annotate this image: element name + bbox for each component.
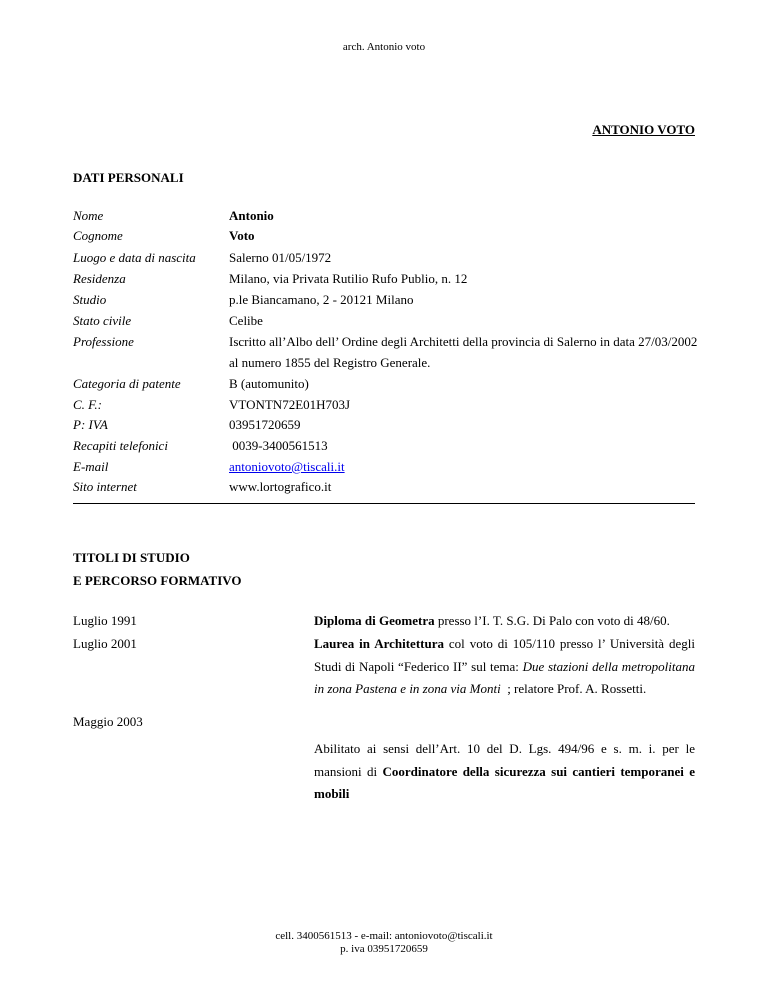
value-patente: B (automunito) [229, 376, 309, 391]
study-entry-2003 [314, 738, 695, 806]
label-cognome: Cognome [73, 228, 123, 243]
study-title-1991: Diploma di Geometra [314, 613, 435, 628]
label-cf: C. F.: [73, 397, 103, 412]
value-professione-cont: al numero 1855 del Registro Generale. [229, 355, 431, 370]
horizontal-divider [73, 503, 695, 504]
cv-title: ANTONIO VOTO [592, 122, 695, 137]
label-telefono: Recapiti telefonici [73, 438, 168, 453]
value-sito: www.lortografico.it [229, 479, 332, 494]
page-header: arch. Antonio voto [342, 41, 426, 53]
footer-piva: p. iva 03951720659 [340, 943, 428, 955]
study-title-2003: Coordinatore della sicurezza sui cantieri temporanei e mobili [314, 763, 695, 801]
label-sito: Sito internet [73, 479, 137, 494]
study-date-2001: Luglio 2001 [73, 636, 137, 651]
label-studio: Studio [73, 292, 107, 307]
section-heading-personal: DATI PERSONALI [73, 170, 184, 185]
value-telefono: 0039-3400561513 [229, 438, 328, 453]
label-email: E-mail [73, 459, 109, 474]
value-nome: Antonio [229, 208, 274, 223]
value-residenza: Milano, via Privata Rutilio Rufo Publio, n. 12 [229, 271, 468, 286]
value-piva: 03951720659 [229, 417, 301, 432]
value-studio: p.le Biancamano, 2 - 20121 Milano [229, 292, 414, 307]
label-residenza: Residenza [73, 271, 126, 286]
study-text-end-2001: ; relatore Prof. A. Rossetti. [500, 681, 647, 696]
study-date-2003: Maggio 2003 [73, 714, 143, 729]
study-entry-1991 [314, 610, 695, 633]
label-piva: P: IVA [73, 417, 108, 432]
value-stato-civile: Celibe [229, 313, 263, 328]
value-cognome: Voto [229, 228, 255, 243]
value-nascita: Salerno 01/05/1972 [229, 250, 332, 265]
study-title-2001: Laurea in Architettura [314, 636, 444, 651]
study-thesis-2001: Due stazioni della metropolitana in zona Pastena e in zona via Monti [314, 658, 695, 696]
label-nome: Nome [73, 208, 104, 223]
footer-contact: cell. 3400561513 - e-mail: antoniovoto@tiscali.it [275, 930, 493, 942]
label-patente: Categoria di patente [73, 376, 181, 391]
study-date-1991: Luglio 1991 [73, 613, 137, 628]
study-text-2001: col voto di 105/110 presso l’ Università degli Studi di Napoli “Federico II” sul tema: [314, 636, 695, 674]
section-heading-studies-1: TITOLI DI STUDIO [73, 550, 190, 565]
label-stato-civile: Stato civile [73, 313, 132, 328]
email-link[interactable]: antoniovoto@tiscali.it [229, 459, 345, 474]
study-text-1991: presso l’I. T. S.G. Di Palo con voto di 48/60. [434, 613, 670, 628]
value-professione: Iscritto all’Albo dell’ Ordine degli Architetti della provincia di Salerno in data 27/03/2002 [229, 334, 698, 349]
label-nascita: Luogo e data di nascita [73, 250, 196, 265]
study-text-2003: Abilitato ai sensi dell’Art. 10 del D. Lgs. 494/96 e s. m. i. per le mansioni di [314, 741, 695, 779]
label-professione: Professione [73, 334, 134, 349]
value-cf: VTONTN72E01H703J [229, 397, 351, 412]
section-heading-studies-2: E PERCORSO FORMATIVO [73, 573, 242, 588]
study-entry-2001 [314, 633, 695, 701]
